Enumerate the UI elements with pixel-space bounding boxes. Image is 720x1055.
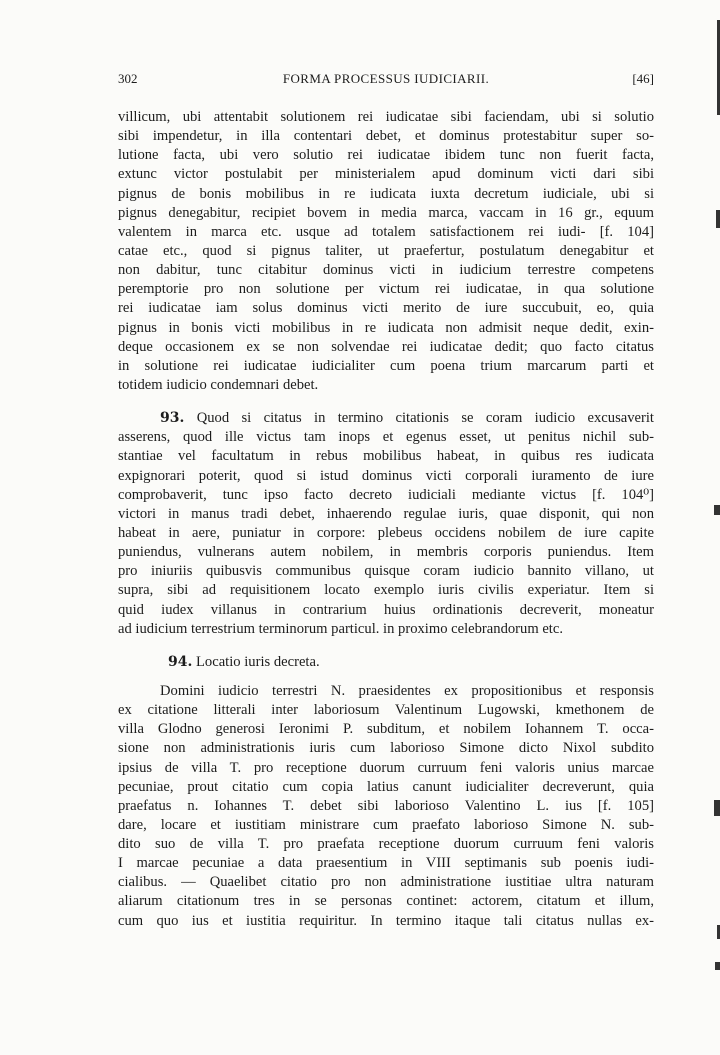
running-title: FORMA PROCESSUS IUDICIARII.	[282, 71, 490, 86]
section-first-line: Quod si citatus in termino citationis se coram iudicio excusaverit	[196, 410, 654, 427]
scan-edge-marks	[712, 0, 720, 1055]
text-line: totidem iudicio condemnari debet.	[118, 376, 319, 393]
page-number: 302	[118, 71, 138, 86]
scan-edge-mark	[716, 210, 720, 228]
text-line: rei iudicatae iam solus dominus victi merito de iure succubuit, eo, quia	[118, 300, 654, 317]
text-line: sione non administrationis iuris cum laborioso Simone dicto Nixol subdito	[118, 740, 654, 757]
page-header	[118, 71, 654, 91]
scan-edge-mark	[715, 962, 720, 970]
text-line: stantiae vel facultatum in rebus mobilibus habeat, in quibus res iudicata	[118, 448, 654, 465]
text-line: sibi impendetur, in illa contentari debet, et dominus protestabitur super so-	[118, 128, 654, 145]
text-line: extunc victor postulabit per ministerialem apud dominum victi dari sibi	[118, 166, 654, 183]
document-reference: [46]	[632, 71, 654, 86]
section-number: 94.	[168, 653, 193, 670]
text-line: ipsius de villa T. pro receptione duorum curruum feni valoris unius marcae	[118, 759, 654, 776]
text-line: pro iniuriis quibusvis communibus quisque coram iudicio bannito villano, ut	[118, 563, 654, 580]
text-line: praefatus n. Iohannes T. debet sibi laborioso Valentino L. ius [f. 105]	[118, 797, 654, 814]
text-line	[118, 409, 654, 428]
scan-edge-mark	[714, 800, 720, 816]
section-number: 93.	[160, 410, 185, 427]
text-line: pecuniae, prout citatio cum copia latius canunt iudicialiter decreverunt, quia	[118, 778, 654, 795]
section-heading	[118, 653, 654, 672]
text-line: villa Glodno generosi Ieronimi P. subditum, et nobilem Iohannem T. occa-	[118, 721, 654, 738]
text-line: non dabitur, tunc citabitur dominus victi in iudicium terrestre competens	[118, 262, 654, 279]
text-line: ex citatione litterali inter laboriosum Valentinum Lugowski, kmethonem de	[118, 702, 654, 719]
text-line: pignus de bonis mobilibus in re iudicata iuxta decretum iudiciale, ubi si	[118, 185, 654, 202]
paragraph-continuation	[118, 108, 654, 395]
text-line: puniendus, vulnerans autem nobilem, in membris corporis puniendus. Item	[118, 544, 654, 561]
text-line: aliarum citationum tres in se personas continet: actorem, citatum et illum,	[118, 893, 654, 910]
text-line: Domini iudicio terrestri N. praesidentes ex propositionibus et responsis	[160, 682, 654, 699]
text-line: dare, locare et iustitiam ministrare cum praefato laborioso Simone N. sub-	[118, 816, 654, 833]
text-line: asserens, quod ille victus tam inops et egenus esset, ut penitus nichil sub-	[118, 429, 654, 446]
scan-edge-mark	[714, 505, 720, 515]
text-line: deque occasionem ex se non solvendae rei iudicatae dedit; quo facto citatus	[118, 338, 654, 355]
text-line: lutione facta, ubi vero solutio rei iudicatae ibidem tunc non fuerit facta,	[118, 147, 654, 164]
text-line: pignus in bonis victi mobilibus in re iudicata non admisit neque dedit, exin-	[118, 319, 654, 336]
text-line: quid iudex villanus in contrarium huius ordinationis decreverit, moneatur	[118, 601, 654, 618]
body-text	[118, 108, 654, 931]
text-line: cum quo ius et iustitia requiritur. In termino itaque tali citatus nullas ex-	[118, 912, 654, 929]
text-line: in solutione rei iudicatae iudicialiter cum poena trium marcarum parti et	[118, 357, 654, 374]
text-line: victori in manus tradi debet, inhaerendo regulae iuris, quae disponit, qui non	[118, 505, 654, 522]
text-line: dito suo de villa T. pro praefata receptione duorum curruum feni valoris	[118, 836, 654, 853]
section-title: Locatio iuris decreta.	[196, 653, 320, 670]
paragraph-gap	[118, 639, 654, 653]
text-line: cialibus. — Quaelibet citatio pro non administratione iustitiae ultra naturam	[118, 874, 654, 891]
section-94	[118, 653, 654, 931]
heading-gap	[118, 672, 654, 682]
text-line: habeat in aere, puniatur in corpore: plebeus occidens nobilem de iure capite	[118, 524, 654, 541]
text-line: villicum, ubi attentabit solutionem rei iudicatae sibi faciendam, ubi si solutio	[118, 109, 654, 125]
text-line: catae etc., quod si pignus taliter, ut praefertur, postulatum denegabitur et	[118, 242, 654, 259]
text-line: I marcae pecuniae a data praesentium in VIII septimanis sub poenis iudi-	[118, 855, 654, 872]
text-line: peremptorie pro non solutione per victum rei iudicatae, in qua solutione	[118, 281, 654, 298]
text-line: expignorari poterit, quod si istud dominus victi corporali iuramento de iure	[118, 467, 654, 484]
text-line: valentem in marca etc. usque ad totalem satisfactionem rei iudi- [f. 104]	[118, 223, 654, 240]
text-line: supra, sibi ad requisitionem locato exemplo iuris civilis experiatur. Item si	[118, 582, 654, 599]
text-line: comprobaverit, tunc ipso facto decreto iudiciali mediante victus [f. 104⁰]	[118, 486, 654, 503]
paragraph-gap	[118, 395, 654, 409]
text-line: pignus denegabitur, recipiet bovem in media marca, vaccam in 16 gr., equum	[118, 204, 654, 221]
text-line: ad iudicium terrestrium terminorum particul. in proximo celebrandorum etc.	[118, 620, 563, 637]
section-93	[118, 409, 654, 639]
